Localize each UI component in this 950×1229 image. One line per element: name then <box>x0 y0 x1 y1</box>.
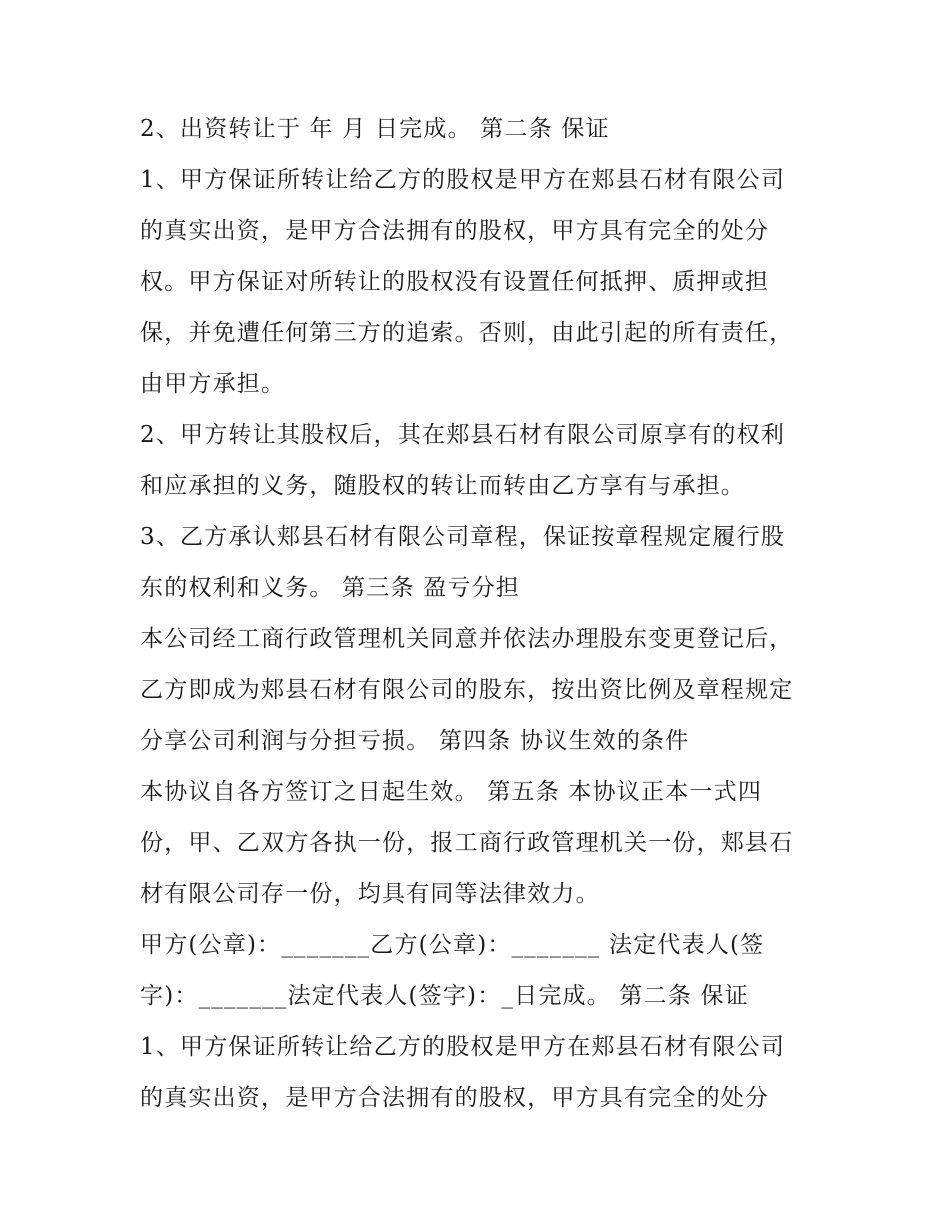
text-line: 1、甲方保证所转让给乙方的股权是甲方在郏县石材有限公司 <box>140 167 786 193</box>
text-line: 2、甲方转让其股权后，其在郏县石材有限公司原享有的权利 <box>140 422 786 448</box>
text-line: 乙方即成为郏县石材有限公司的股东，按出资比例及章程规定 <box>140 677 794 703</box>
text-line: 保，并免遭任何第三方的追索。否则，由此引起的所有责任， <box>140 320 794 346</box>
text-line: 本公司经工商行政管理机关同意并依法办理股东变更登记后， <box>140 626 794 652</box>
text-line: 本协议自各方签订之日起生效。 第五条 本协议正本一式四 <box>140 779 763 805</box>
text-line: 3、乙方承认郏县石材有限公司章程，保证按章程规定履行股 <box>140 524 786 550</box>
text-line: 由甲方承担。 <box>140 371 286 397</box>
document-body <box>140 104 830 1124</box>
text-line: 权。甲方保证对所转让的股权没有设置任何抵押、质押或担 <box>140 269 770 295</box>
text-line: 东的权利和义务。 第三条 盈亏分担 <box>140 575 521 601</box>
text-line: 分享公司利润与分担亏损。 第四条 协议生效的条件 <box>140 728 690 754</box>
text-line: 2、出资转让于 年 月 日完成。 第二条 保证 <box>140 116 610 142</box>
text-line: 材有限公司存一份，均具有同等法律效力。 <box>140 881 600 907</box>
text-line: 和应承担的义务，随股权的转让而转由乙方享有与承担。 <box>140 473 745 499</box>
text-line: 的真实出资，是甲方合法拥有的股权，甲方具有完全的处分 <box>140 218 770 244</box>
text-line: 的真实出资，是甲方合法拥有的股权，甲方具有完全的处分 <box>140 1085 770 1111</box>
text-line: 字)：_______法定代表人(签字)：_日完成。 第二条 保证 <box>140 983 749 1009</box>
text-line: 甲方(公章)：_______乙方(公章)：_______ 法定代表人(签 <box>140 932 765 958</box>
text-line: 1、甲方保证所转让给乙方的股权是甲方在郏县石材有限公司 <box>140 1034 786 1060</box>
text-line: 份，甲、乙双方各执一份，报工商行政管理机关一份，郏县石 <box>140 830 794 856</box>
